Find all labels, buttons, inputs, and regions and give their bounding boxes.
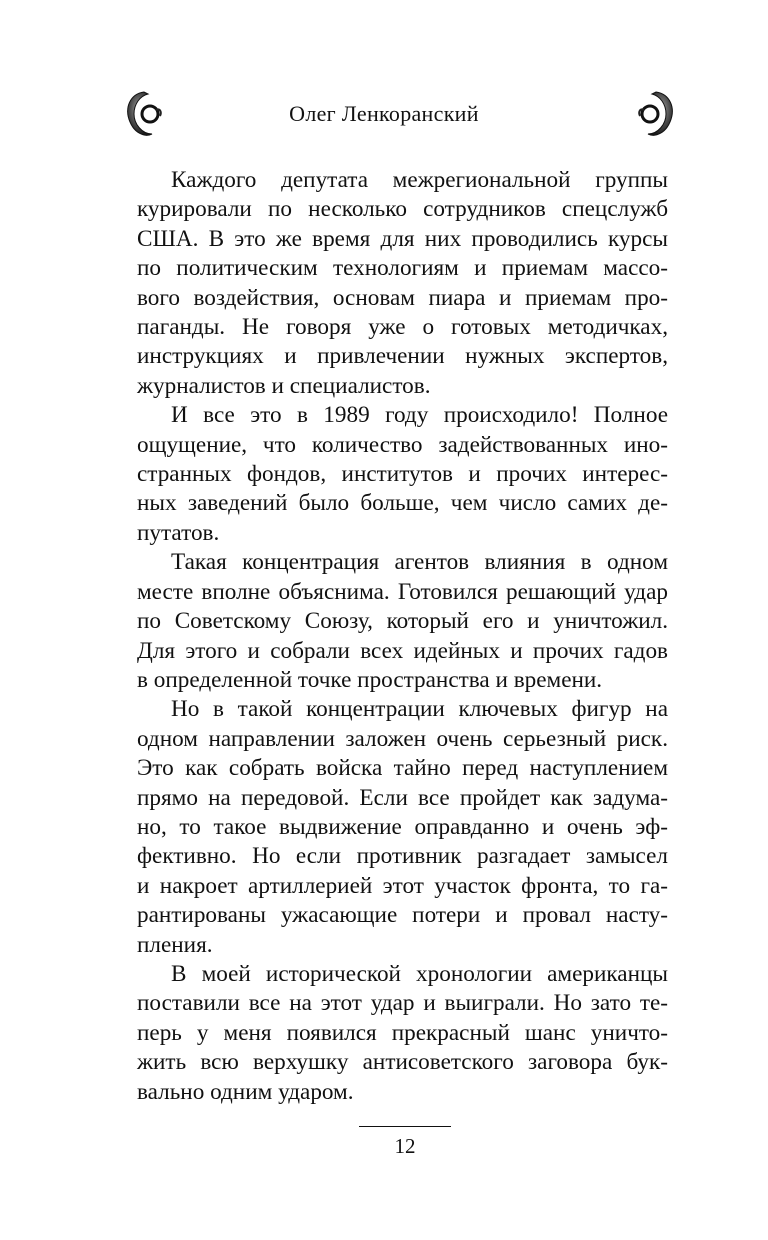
text-line: ощущение, что количество задействованных ино-: [137, 431, 668, 458]
text-line: вально одним ударом.: [137, 1078, 354, 1105]
text-line: Каждого депутата межрегиональной группы: [171, 167, 668, 193]
text-line: курировали по несколько сотрудников спецслужб: [137, 196, 668, 223]
text-line: но, то такое выдвижение оправданно и очень эф-: [137, 813, 668, 840]
text-line: поставили все на этот удар и выиграли. Но зато те-: [137, 990, 668, 1017]
text-line: в определенной точке пространства и времени.: [137, 666, 603, 693]
paragraph: [137, 960, 668, 1107]
text-line: месте вполне объяснима. Готовился решающий удар: [137, 578, 668, 605]
text-line: и накроет артиллерией этот участок фронта, то га-: [137, 872, 668, 899]
text-line: журналистов и специалистов.: [137, 372, 431, 399]
text-line: Для этого и собрали всех идейных и прочих гадов: [137, 637, 668, 664]
text-line: фективно. Но если противник разгадает замысел: [137, 843, 668, 870]
text-line: странных фондов, институтов и прочих интерес-: [137, 461, 668, 488]
page-number: 12: [394, 1134, 416, 1158]
text-line: пления.: [137, 931, 213, 958]
paragraph: [137, 548, 668, 695]
text-line: по Советскому Союзу, который его и уничтожил.: [137, 608, 668, 635]
text-line: одном направлении заложен очень серьезный риск.: [137, 725, 668, 752]
text-line: паганды. Не говоря уже о готовых методичках,: [137, 314, 668, 341]
text-line: по политическим технологиям и приемам массо-: [137, 255, 668, 282]
text-line: инструкциях и привлечении нужных экспертов,: [137, 343, 668, 370]
running-head: [0, 84, 768, 146]
text-line: прямо на передовой. Если все пройдет как задума-: [137, 784, 668, 811]
text-line: перь у меня появился прекрасный шанс уничто-: [137, 1019, 668, 1046]
text-line: вого воздействия, основам пиара и приемам про-: [137, 284, 668, 311]
running-head-author: Олег Ленкоранский: [289, 101, 479, 126]
paragraph: [137, 401, 668, 548]
paragraph: [137, 166, 668, 401]
text-line: Это как собрать войска тайно перед наступлением: [137, 755, 668, 782]
body-text: [137, 166, 668, 1107]
text-line: США. В это же время для них проводились курсы: [137, 225, 668, 252]
paragraph: [137, 695, 668, 960]
text-line: И все это в 1989 году происходило! Полное: [171, 402, 668, 429]
text-line: рантированы ужасающие потери и провал насту-: [137, 902, 668, 929]
ornament-right-icon: [576, 84, 678, 146]
text-line: Но в такой концентрации ключевых фигур на: [171, 696, 668, 723]
text-line: путатов.: [137, 519, 220, 546]
text-line: ных заведений было больше, чем число самих де-: [137, 490, 668, 517]
footer-rule: [359, 1126, 451, 1127]
text-line: жить всю верхушку антисоветского заговора бук-: [137, 1049, 668, 1076]
text-line: В моей исторической хронологии американцы: [171, 960, 668, 987]
text-line: Такая концентрация агентов влияния в одном: [171, 549, 668, 576]
